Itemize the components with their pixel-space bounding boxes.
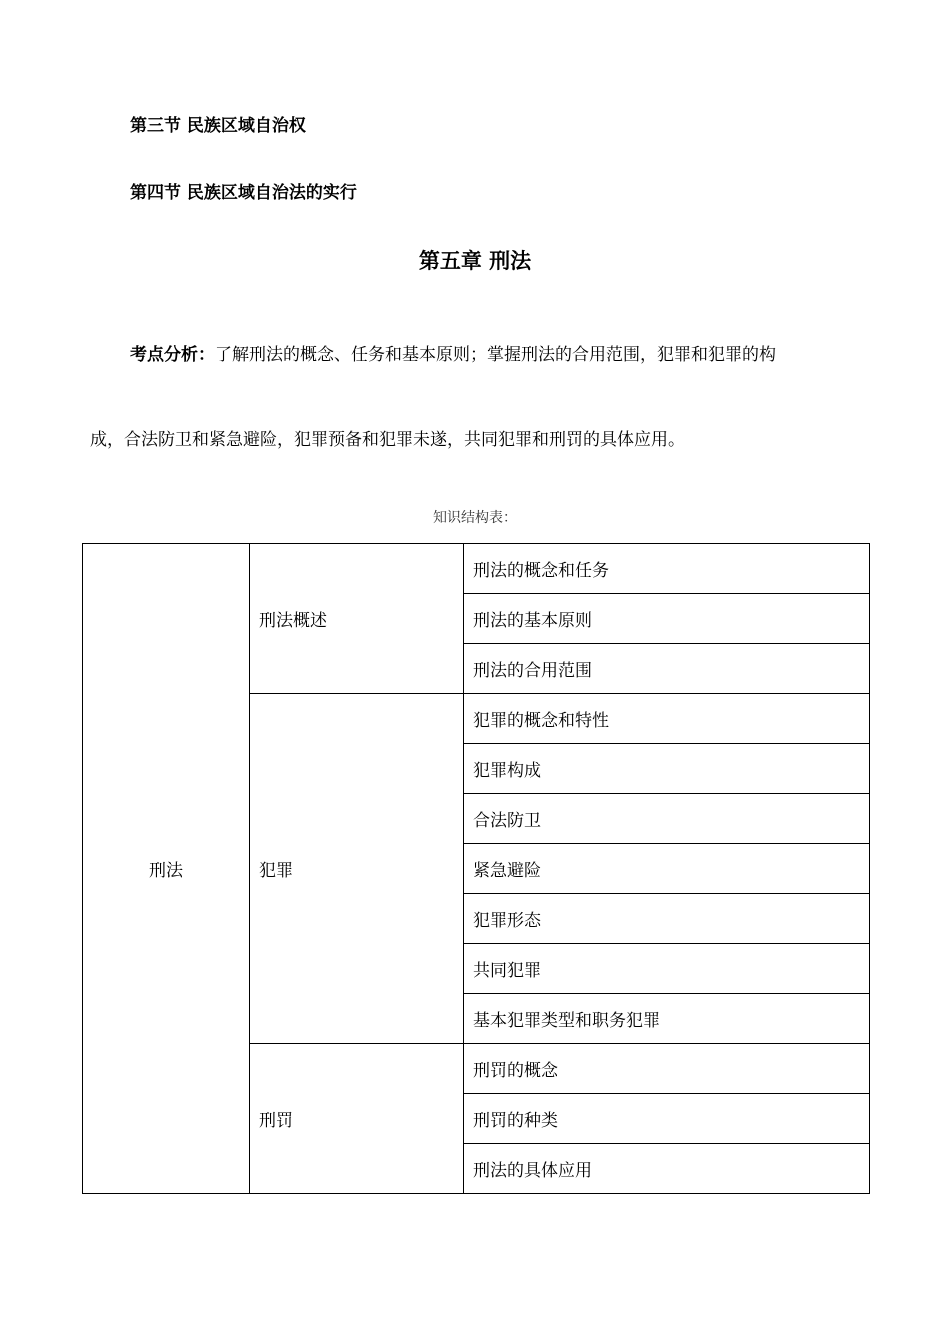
section-heading-4: 第四节 民族区域自治法的实行	[130, 183, 357, 203]
item-cell: 刑法的概念和任务	[464, 544, 870, 594]
item-cell: 犯罪的概念和特性	[464, 694, 870, 744]
chapter-title: 第五章 刑法	[418, 249, 532, 273]
item-cell: 犯罪形态	[464, 894, 870, 944]
item-cell: 共同犯罪	[464, 944, 870, 994]
group-cell-overview: 刑法概述	[250, 544, 464, 694]
section-heading-3: 第三节 民族区域自治权	[130, 116, 306, 136]
item-cell: 刑法的基本原则	[464, 594, 870, 644]
item-cell: 刑罚的种类	[464, 1094, 870, 1144]
item-cell: 刑法的合用范围	[464, 644, 870, 694]
group-cell-crime: 犯罪	[250, 694, 464, 1044]
item-cell: 基本犯罪类型和职务犯罪	[464, 994, 870, 1044]
table-caption: 知识结构表：	[433, 510, 517, 526]
knowledge-structure-table	[82, 543, 870, 1194]
analysis-line-1	[130, 343, 776, 367]
item-cell: 紧急避险	[464, 844, 870, 894]
analysis-label: 考点分析：	[130, 345, 215, 365]
item-cell: 犯罪构成	[464, 744, 870, 794]
item-cell: 刑罚的概念	[464, 1044, 870, 1094]
item-cell: 合法防卫	[464, 794, 870, 844]
item-cell: 刑法的具体应用	[464, 1144, 870, 1194]
group-cell-punishment: 刑罚	[250, 1044, 464, 1194]
analysis-text-1: 了解刑法的概念、任务和基本原则；掌握刑法的合用范围，犯罪和犯罪的构	[215, 345, 776, 365]
root-cell: 刑法	[83, 544, 250, 1194]
table-row	[83, 544, 870, 594]
analysis-line-2: 成，合法防卫和紧急避险，犯罪预备和犯罪未遂，共同犯罪和刑罚的具体应用。	[90, 430, 685, 450]
